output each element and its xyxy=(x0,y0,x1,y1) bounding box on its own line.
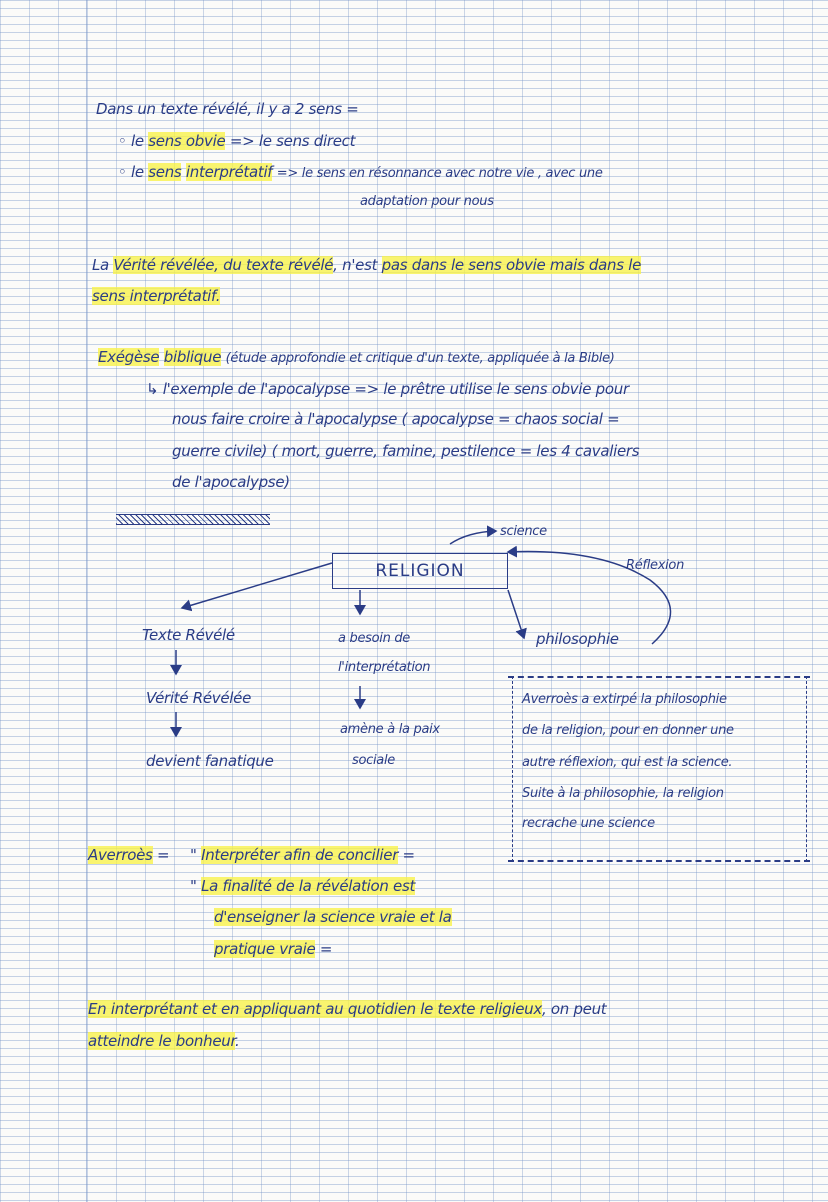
note-line4: Suite à la philosophie, la religion xyxy=(522,786,724,801)
interpretation-label: l'interprétation xyxy=(338,660,431,675)
exegese-line1 xyxy=(98,348,615,367)
quote-end: = xyxy=(402,846,415,864)
bullet-definition: => le sens direct xyxy=(229,132,356,150)
arrow-to-science xyxy=(450,531,496,544)
highlight-averroes: Averroès xyxy=(88,846,153,864)
arrow-to-philosophie xyxy=(508,590,524,638)
highlight-conclusion: En interprétant et en appliquant au quotidien le texte religieux xyxy=(88,1000,542,1018)
highlight-verite-revelee: Vérité révélée, du texte révélé xyxy=(113,256,334,274)
note-line3: autre réflexion, qui est la science. xyxy=(522,755,733,770)
margin-line xyxy=(86,0,87,1202)
highlight-sens-obvie-phrase: pas dans le sens obvie mais dans le xyxy=(381,256,642,274)
sociale-label: sociale xyxy=(352,753,395,768)
highlight-bonheur: atteindre le bonheur xyxy=(88,1032,235,1050)
science-label: science xyxy=(500,524,547,539)
text-fragment: , n'est xyxy=(333,256,378,274)
text-fragment: La xyxy=(92,256,109,274)
texte-revele-label: Texte Révélé xyxy=(142,626,235,644)
averroes-quote2-line1 xyxy=(190,877,415,895)
exegese-line2: ↳ l'exemple de l'apocalypse => le prêtre utilise le sens obvie pour xyxy=(146,380,629,398)
religion-box xyxy=(332,553,508,589)
highlight-biblique: biblique xyxy=(163,348,222,366)
averroes-quote2-line2 xyxy=(214,908,452,926)
highlight-quote2c: pratique vraie xyxy=(214,940,316,958)
highlight-interpretatif: interprétatif xyxy=(185,163,273,181)
highlight-sens-interpretatif: sens interprétatif. xyxy=(92,287,221,305)
highlight-quote2a: La finalité de la révélation est xyxy=(201,877,416,895)
religion-label: RELIGION xyxy=(375,561,465,581)
text-fragment: , on peut xyxy=(541,1000,607,1018)
averroes-heading xyxy=(88,846,169,864)
quote-mark: " xyxy=(190,846,197,864)
bullet-definition-continued: adaptation pour nous xyxy=(360,194,494,209)
highlight-quote2b: d'enseigner la science vraie et la xyxy=(214,908,452,926)
exegese-line5: de l'apocalypse) xyxy=(172,473,290,491)
paix-label: amène à la paix xyxy=(340,722,440,737)
verite-paragraph-line2 xyxy=(92,287,220,305)
quote-end: = xyxy=(319,940,333,958)
note-line1: Averroès a extirpé la philosophie xyxy=(522,692,727,707)
bullet-prefix: ◦ le xyxy=(118,132,144,150)
conclusion-line2 xyxy=(88,1032,239,1050)
bullet-sens-obvie xyxy=(118,132,355,150)
intro-line: Dans un texte révélé, il y a 2 sens = xyxy=(96,100,359,118)
quote-mark: " xyxy=(190,877,197,895)
philosophie-label: philosophie xyxy=(536,630,619,648)
exegese-line4: guerre civile) ( mort, guerre, famine, pestilence = les 4 cavaliers xyxy=(172,442,640,460)
conclusion-line1 xyxy=(88,1000,606,1018)
text-fragment: . xyxy=(234,1032,240,1050)
hatched-divider xyxy=(116,514,270,525)
note-line2: de la religion, pour en donner une xyxy=(522,723,734,738)
besoin-label: a besoin de xyxy=(338,631,411,646)
reflexion-label: Réflexion xyxy=(626,558,685,573)
highlight-exegese: Exégèse xyxy=(98,348,160,366)
highlight-quote1: Interpréter afin de concilier xyxy=(201,846,399,864)
bullet-prefix: ◦ le xyxy=(118,163,144,181)
equals-sign: = xyxy=(157,846,170,864)
verite-revelee-label: Vérité Révélée xyxy=(146,689,252,707)
averroes-quote1 xyxy=(190,846,415,864)
highlight-sens: sens xyxy=(148,163,182,181)
averroes-quote2-line3 xyxy=(214,940,332,958)
bullet-definition: => le sens en résonnance avec notre vie , avec une xyxy=(276,166,603,181)
note-box-right-edge xyxy=(806,676,807,862)
verite-paragraph-line1 xyxy=(92,256,641,274)
exegese-definition: (étude approfondie et critique d'un texte, appliquée à la Bible) xyxy=(225,351,615,366)
arrow-to-texte-revele xyxy=(182,563,332,608)
exegese-line3: nous faire croire à l'apocalypse ( apocalypse = chaos social = xyxy=(172,410,620,428)
highlight-sens-obvie: sens obvie xyxy=(148,132,226,150)
note-line5: recrache une science xyxy=(522,816,655,831)
bullet-sens-interpretatif xyxy=(118,163,603,182)
note-box-left-edge xyxy=(512,676,513,862)
devient-fanatique-label: devient fanatique xyxy=(146,752,274,770)
